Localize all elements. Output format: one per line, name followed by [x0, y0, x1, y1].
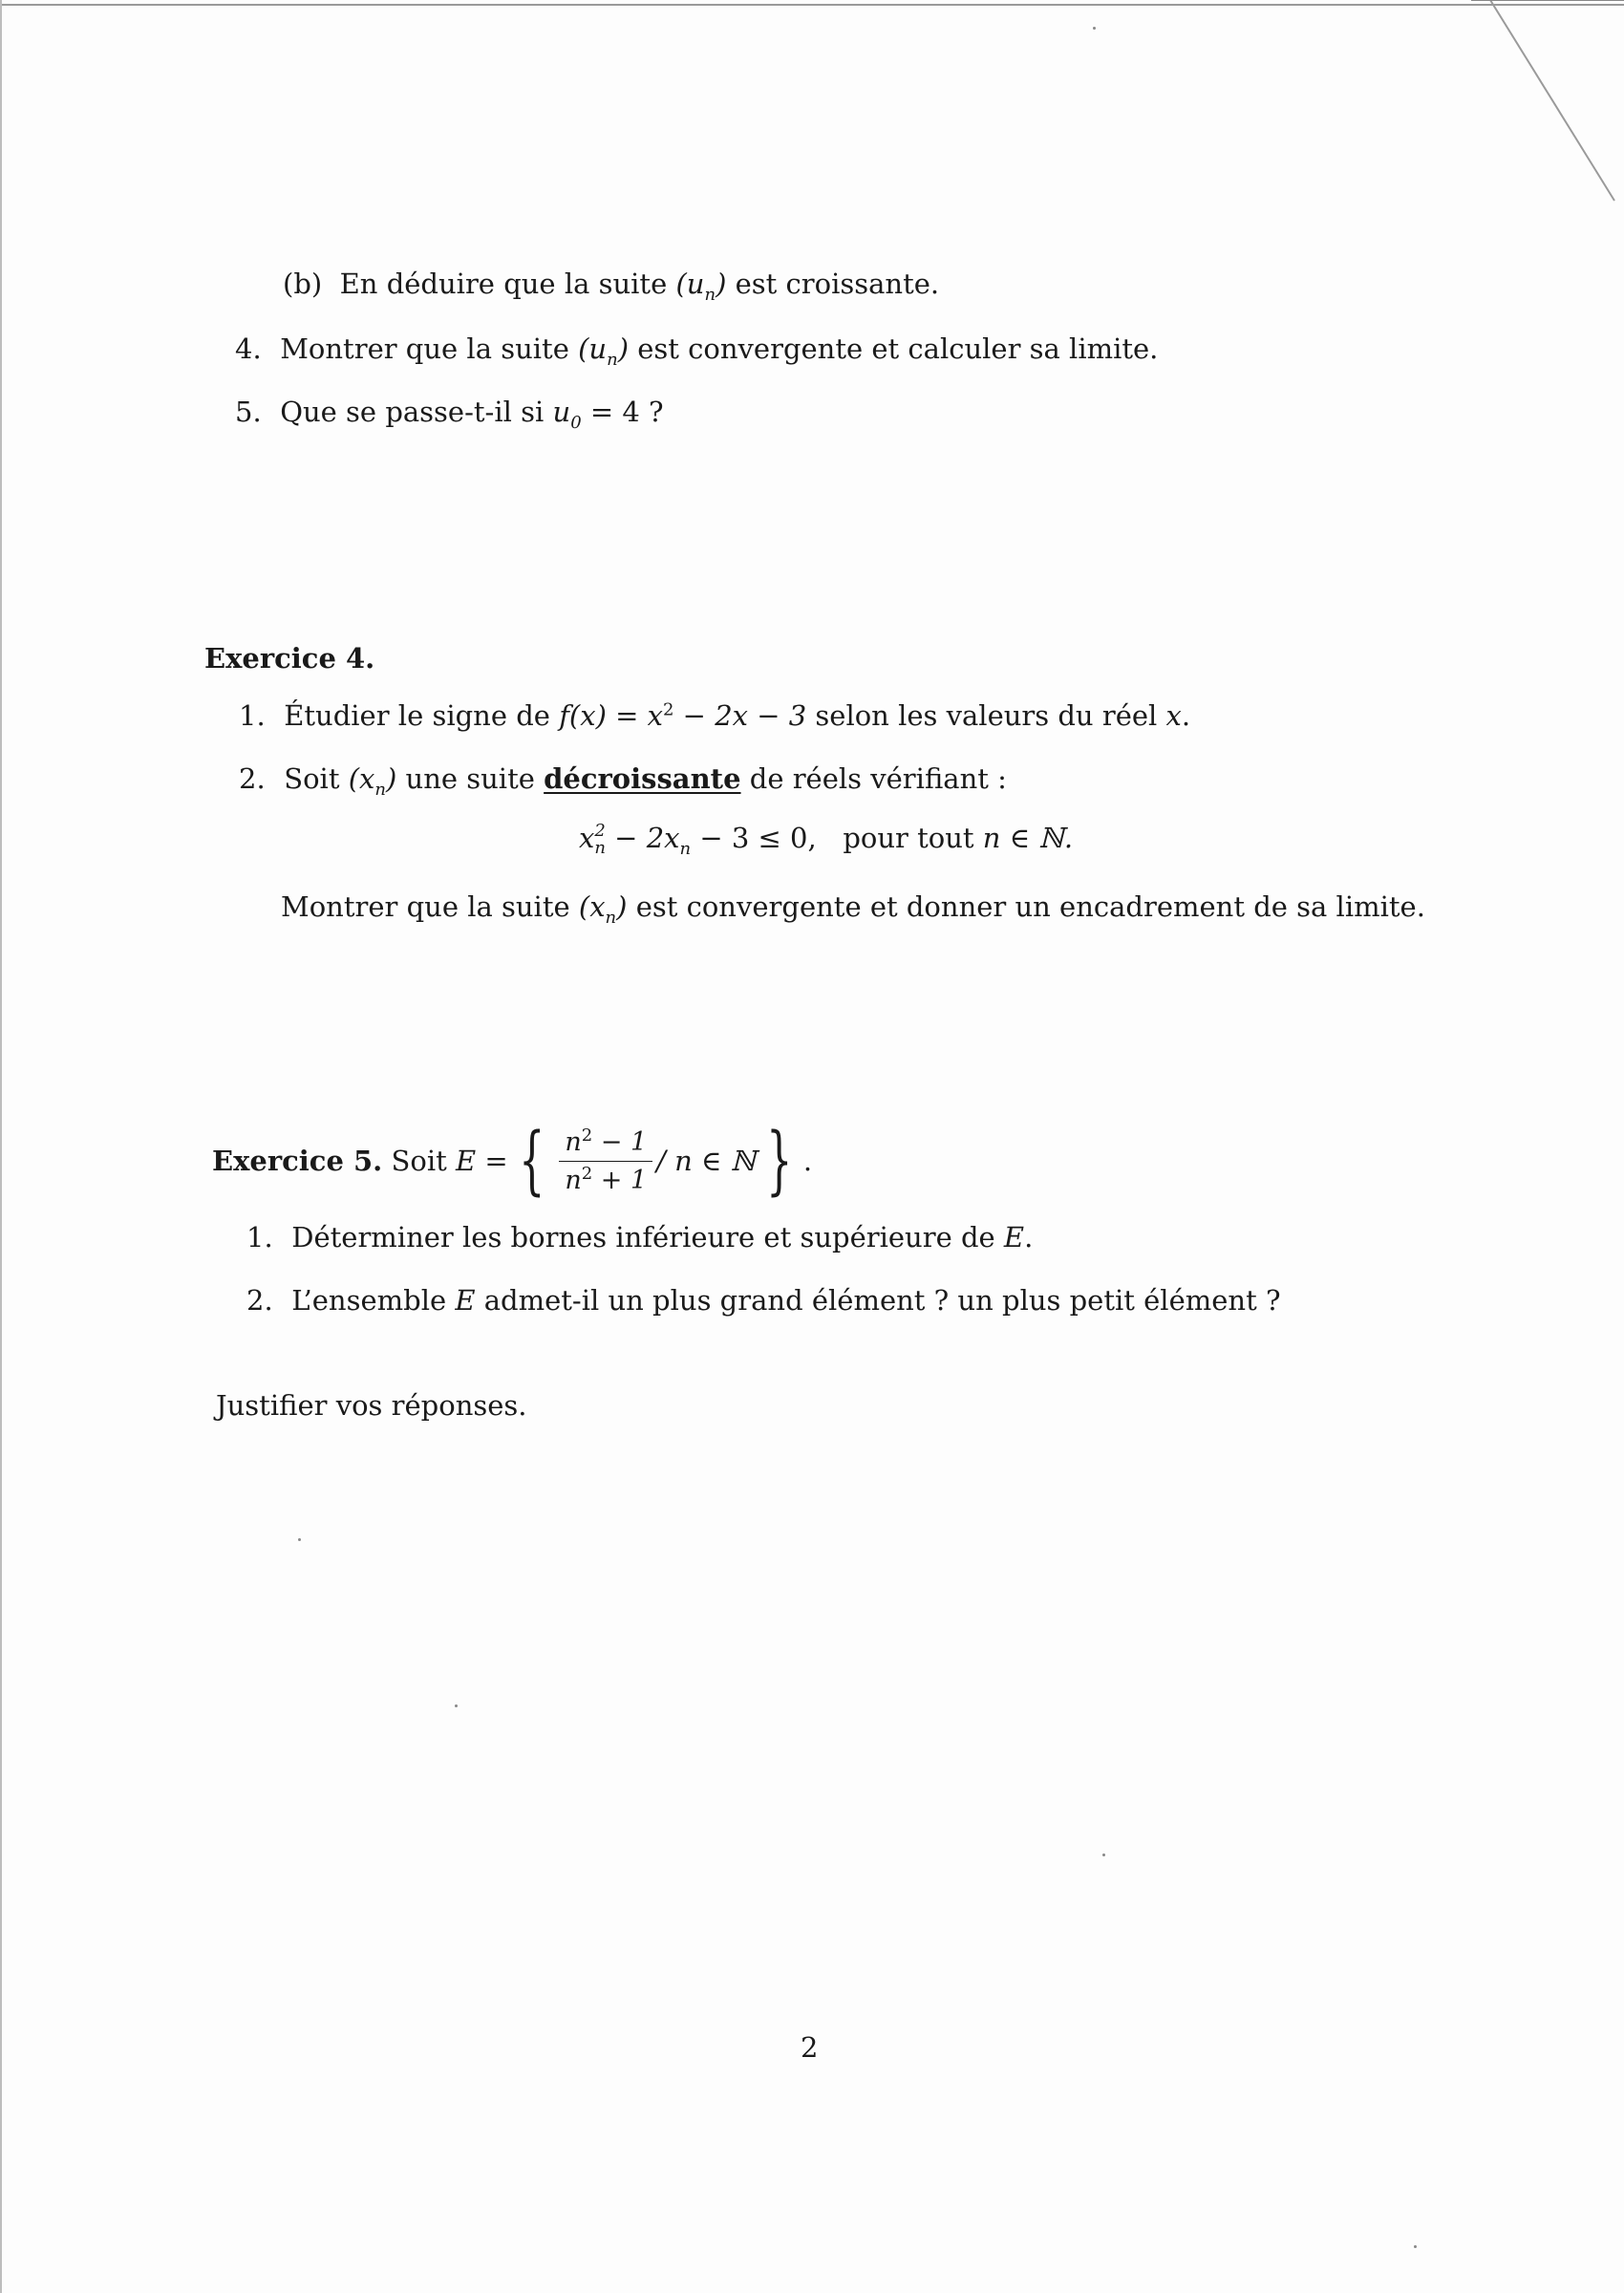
ex5-set-condition: / n ∈ ℕ [656, 1144, 757, 1177]
ex3-item-b-seq: $(u_n)$ [675, 268, 727, 305]
ex4-item-2-text: Soit [284, 762, 340, 795]
ex3-item-b [283, 268, 939, 305]
ex4-item-2-num: 2. [239, 762, 266, 795]
ex4-item-2-mid: une suite [405, 762, 535, 795]
scan-speck [1093, 27, 1096, 30]
ex4-equation: x 2 n − $2x_n - 3 \le 0$, pour tout n ∈ ℕ. [579, 821, 1074, 859]
ex4-item-1-var: x [1165, 699, 1182, 732]
scan-speck [1102, 1854, 1105, 1856]
ex3-item-5-end: = 4 ? [589, 396, 664, 428]
ex5-item-2-num: 2. [246, 1284, 273, 1317]
ex3-item-b-label: (b) [283, 268, 323, 300]
ex4-item-1: 1. Étudier le signe de $f(x) = x^2 - 2x - 3$ selon les valeurs du réel x. [239, 699, 1191, 732]
ex3-item-5 [235, 396, 664, 433]
right-brace-icon: } [766, 1118, 793, 1204]
scan-speck [1414, 2245, 1417, 2248]
ex5-item-1-text: Déterminer les bornes inférieure et supérieure de [291, 1221, 995, 1254]
ex5-statement [212, 1118, 813, 1204]
ex3-item-4-end: est convergente et calculer sa limite. [637, 332, 1159, 365]
ex3-item-4-text: Montrer que la suite [280, 332, 569, 365]
ex4-equation-quantifier: pour tout [843, 822, 974, 854]
ex4-item-2-emphasis: décroissante [544, 762, 741, 795]
ex5-item-2 [246, 1284, 1281, 1318]
ex4-conclusion-end: est convergente et donner un encadrement de sa limite. [635, 890, 1425, 923]
scan-edge-top [0, 4, 1624, 6]
scan-edge-left [0, 0, 2, 2293]
ex4-item-2-seq: $(x_n)$ [348, 762, 397, 800]
ex5-title: Exercice 5. [212, 1144, 383, 1177]
ex4-item-1-func: $f(x) = x^2 - 2x - 3$ [559, 699, 807, 732]
scan-speck [455, 1704, 458, 1707]
ex5-set-definition: { $\frac{n^2 - 1}{n^2 + 1}$ / n ∈ ℕ } . [518, 1118, 813, 1204]
ex5-intro: Soit [391, 1144, 447, 1177]
ex5-item-1-num: 1. [246, 1221, 273, 1254]
ex5-item-2-text: L’ensemble [291, 1284, 447, 1317]
ex3-item-b-end: est croissante. [735, 268, 940, 300]
ex4-item-1-num: 1. [239, 699, 266, 732]
ex4-conclusion [281, 890, 1425, 928]
left-brace-icon: { [518, 1118, 545, 1204]
ex3-item-4-num: 4. [235, 332, 262, 365]
ex5-set-name: E = [455, 1144, 508, 1177]
ex4-item-1-text: Étudier le signe de [284, 699, 550, 732]
ex4-conclusion-text: Montrer que la suite [281, 890, 570, 923]
ex3-item-4-seq: $(u_n)$ [578, 332, 630, 370]
ex3-item-b-text: En déduire que la suite [339, 268, 668, 300]
ex5-fraction: $\frac{n^2 - 1}{n^2 + 1}$ [559, 1125, 652, 1196]
page-number: 2 [801, 2031, 819, 2064]
ex3-item-5-text: Que se passe-t-il si [280, 396, 545, 428]
ex4-title: Exercice 4. [204, 642, 375, 675]
ex5-justify: Justifier vos réponses. [216, 1389, 527, 1422]
ex5-item-2-var: E [455, 1284, 476, 1317]
ex4-item-1-end: selon les valeurs du réel [815, 699, 1158, 732]
ex4-conclusion-seq: $(x_n)$ [578, 890, 628, 928]
ex5-item-2-end: admet-il un plus grand élément ? un plus petit élément ? [483, 1284, 1281, 1317]
ex3-item-4 [235, 332, 1158, 370]
ex4-item-2-end: de réels vérifiant : [749, 762, 1007, 795]
ex4-item-2 [239, 762, 1007, 800]
ex3-item-5-num: 5. [235, 396, 262, 428]
page-corner-fold [1471, 0, 1624, 229]
ex3-item-5-var: $u_0$ [552, 396, 582, 433]
ex5-item-1-var: E [1003, 1221, 1025, 1254]
scan-speck [298, 1538, 301, 1541]
ex5-item-1: 1. Déterminer les bornes inférieure et supérieure de E. [246, 1221, 1034, 1254]
